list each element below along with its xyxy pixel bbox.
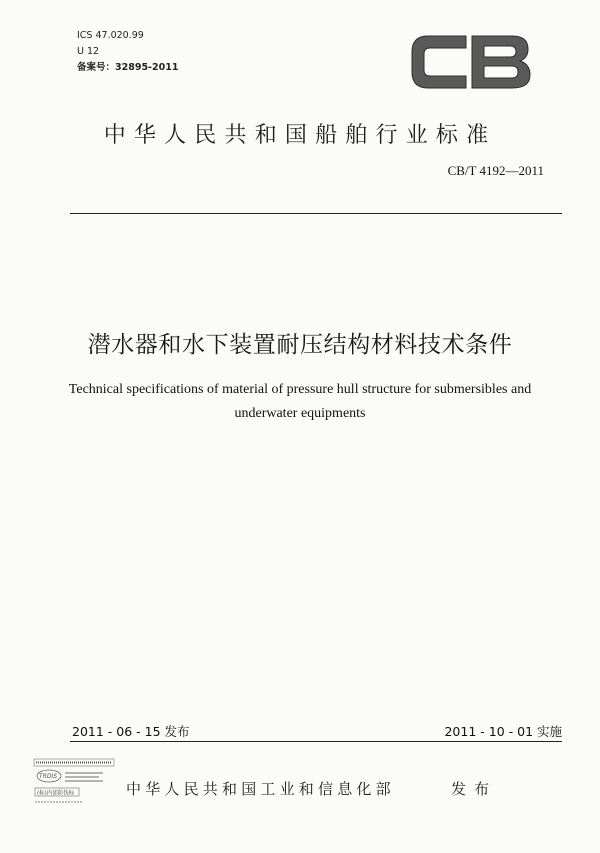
cb-logo: [408, 32, 532, 92]
header-divider: [70, 213, 562, 214]
title-chinese: 潜水器和水下装置耐压结构材料技术条件: [87, 332, 513, 358]
ics-code: ICS 47.020.99: [77, 30, 144, 41]
implementation-date: 2011 - 10 - 01 实施: [444, 724, 562, 739]
ccs-code: U 12: [77, 46, 100, 57]
anti-counterfeit-stamp: [33, 758, 115, 806]
industry-standard-title: 中华人民共和国船舶行业标准: [103, 123, 497, 148]
standard-number: CB/T 4192—2011: [447, 163, 544, 178]
issuing-authority: 中华人民共和国工业和信息化部: [126, 780, 395, 798]
issue-label: 发布: [451, 780, 498, 798]
classification-block: [77, 28, 178, 76]
svg-text:TRDIS: TRDIS: [39, 773, 58, 780]
issue-date: 2011 - 06 - 15 发布: [72, 724, 190, 739]
svg-text:(标)内部防伪标: (标)内部防伪标: [37, 790, 75, 797]
title-english: Technical specifications of material of pressure hull structure for submersibles and underwater equipments: [68, 382, 532, 421]
record-number: 备案号：32895-2011: [77, 62, 179, 73]
footer-divider: [70, 741, 562, 742]
